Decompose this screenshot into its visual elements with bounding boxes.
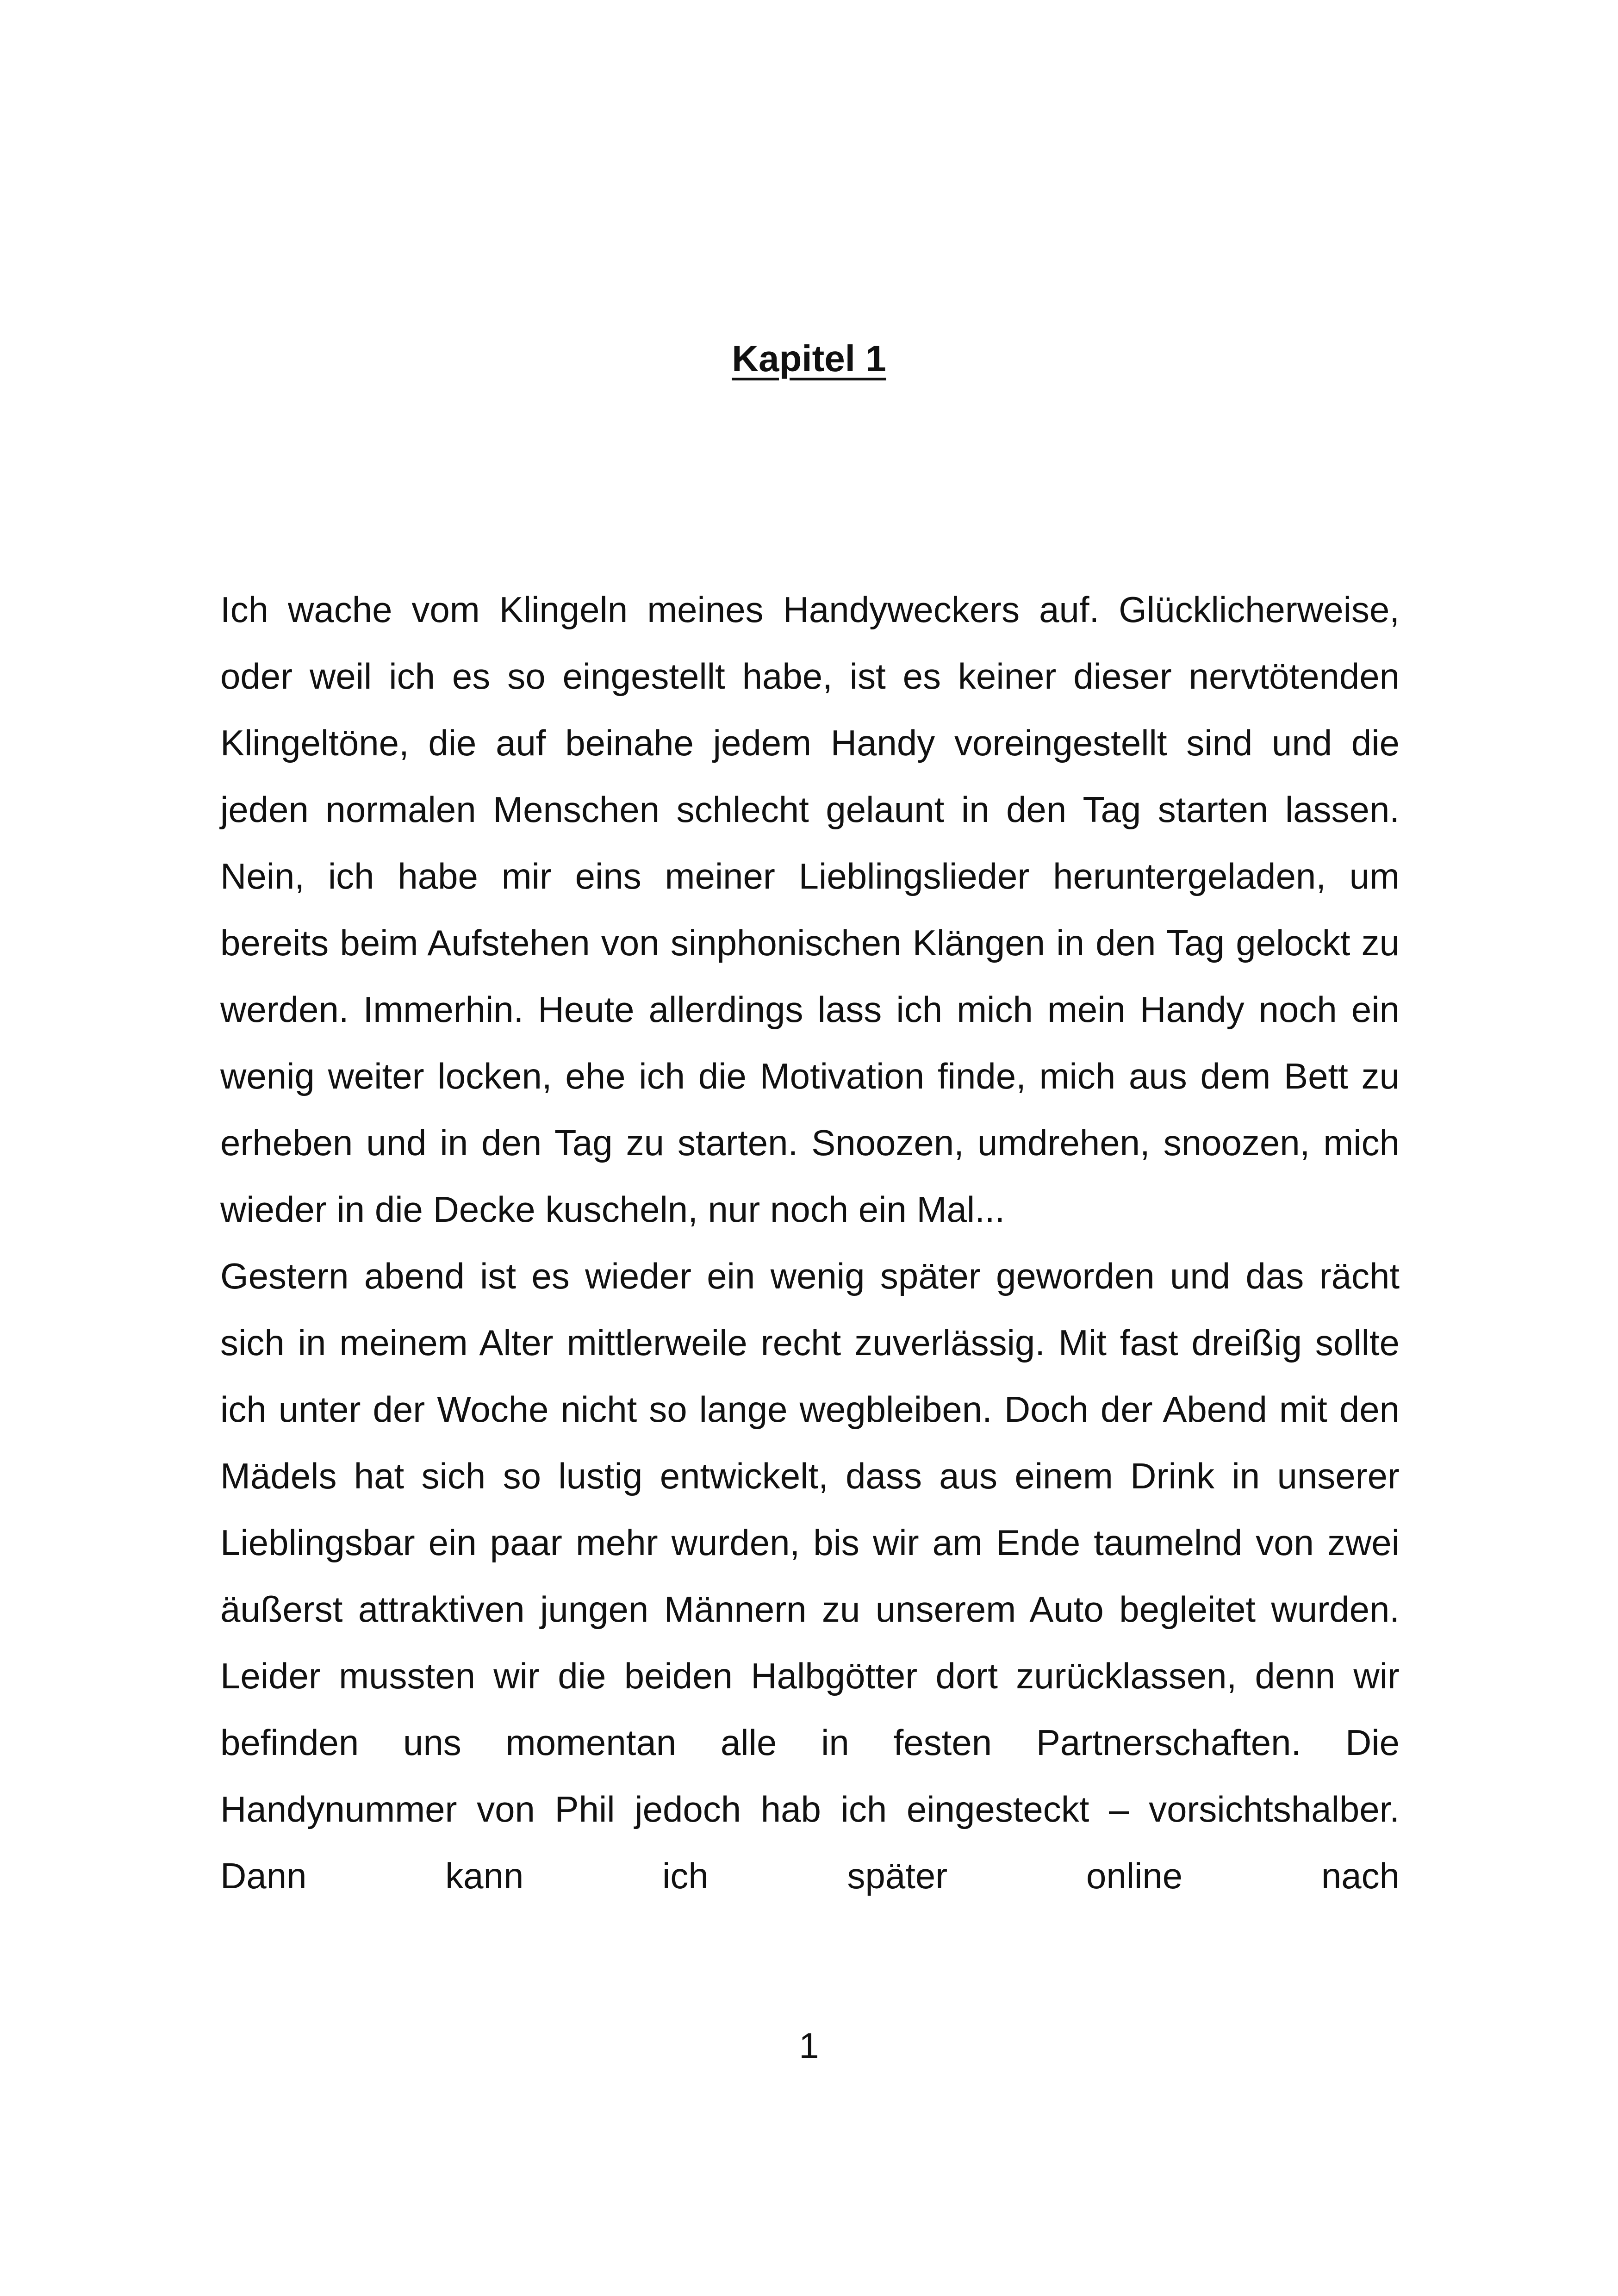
page-number: 1 bbox=[799, 2025, 819, 2066]
paragraph-2: Gestern abend ist es wieder ein wenig später geworden und das rächt sich in meinem Alter mittlerweile recht zuverlässig. Mit fast dreißig sollte ich unter der Woche nicht so lange wegbleiben. Doch der Abend mit den Mädels hat sich so lustig entwickelt, dass aus einem Drink in unserer Lieblingsbar ein paar mehr wurden, bis wir am Ende taumelnd von zwei äußerst attraktiven jungen Männern zu unserem Auto begleitet wurden. Leider mussten wir die beiden Halbgötter dort zurücklassen, denn wir befinden uns momentan alle in festen Partnerschaften. Die Handynummer von Phil jedoch hab ich eingesteckt – vorsichtshalber. Dann kann ich später online nach bbox=[220, 1256, 1400, 1896]
chapter-title bbox=[0, 333, 1618, 384]
body-text bbox=[220, 576, 1400, 1909]
chapter-title-text: Kapitel 1 bbox=[732, 338, 886, 379]
paragraph-1: Ich wache vom Klingeln meines Handyweckers auf. Glücklicherweise, oder weil ich es so eingestellt habe, ist es keiner dieser nervtötenden Klingeltöne, die auf beinahe jedem Handy voreingestellt sind und die jeden normalen Menschen schlecht gelaunt in den Tag starten lassen. Nein, ich habe mir eins meiner Lieblingslieder heruntergeladen, um bereits beim Aufstehen von sinphonischen Klängen in den Tag gelockt zu werden. Immerhin. Heute allerdings lass ich mich mein Handy noch ein wenig weiter locken, ehe ich die Motivation finde, mich aus dem Bett zu erheben und in den Tag zu starten. Snoozen, umdrehen, snoozen, mich wieder in die Decke kuscheln, nur noch ein Mal... bbox=[220, 589, 1400, 1230]
